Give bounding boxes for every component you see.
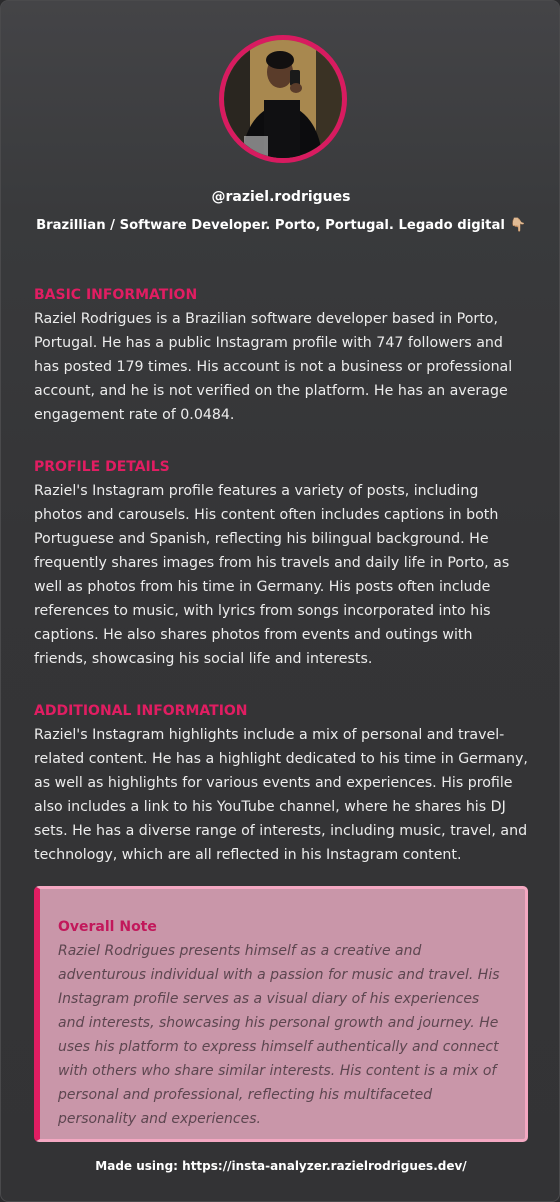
section-text-basic-information: Raziel Rodrigues is a Brazilian software developer based in Porto, Portugal. He has a public Instagram profile with 747 followers and has posted 179 times. His account is not a business or professional account, and he is not verified on the platform. He has an average engagement rate of 0.0484. (34, 311, 513, 423)
footer-credit: Made using: https://insta-analyzer.razielrodrigues.dev/ (95, 1159, 467, 1173)
section-title-additional-information: ADDITIONAL INFORMATION (34, 703, 248, 719)
profile-username: @raziel.rodrigues (211, 189, 351, 205)
section-text-additional-information: Raziel's Instagram highlights include a mix of personal and travel-related content. He has a highlight dedicated to his time in Germany, as well as highlights for various events and experiences. His profile also includes a link to his YouTube channel, where he shares his DJ sets. He has a diverse range of interests, including music, travel, and technology, which are all reflected in his Instagram content. (34, 727, 528, 863)
overall-note-text: Raziel Rodrigues presents himself as a creative and adventurous individual with a passion for music and travel. His Instagram profile serves as a visual diary of his experiences and interests, showcasing his personal growth and journey. He uses his platform to express himself authentically and connect with others who share similar interests. His content is a mix of personal and professional, reflecting his multifaceted personality and experiences. (58, 943, 500, 1127)
basic-information-section (34, 285, 528, 427)
profile-bio: Brazillian / Software Developer. Porto, Portugal. Legado digital 👇🏼 (36, 218, 526, 233)
section-title-basic-information: BASIC INFORMATION (34, 287, 198, 303)
avatar-photo (224, 40, 342, 158)
profile-avatar (219, 35, 347, 163)
additional-information-section (34, 701, 528, 867)
section-title-profile-details: PROFILE DETAILS (34, 459, 170, 475)
section-text-profile-details: Raziel's Instagram profile features a variety of posts, including photos and carousels. His content often includes captions in both Portuguese and Spanish, reflecting his bilingual background. He frequently shares images from his travels and daily life in Porto, as well as photos from his time in Germany. His posts often include references to music, with lyrics from songs incorporated into his captions. He also shares photos from events and outings with friends, showcasing his social life and interests. (34, 483, 510, 667)
overall-note-box (34, 886, 528, 1142)
profile-details-section (34, 457, 528, 671)
overall-note-title: Overall Note (58, 919, 157, 935)
